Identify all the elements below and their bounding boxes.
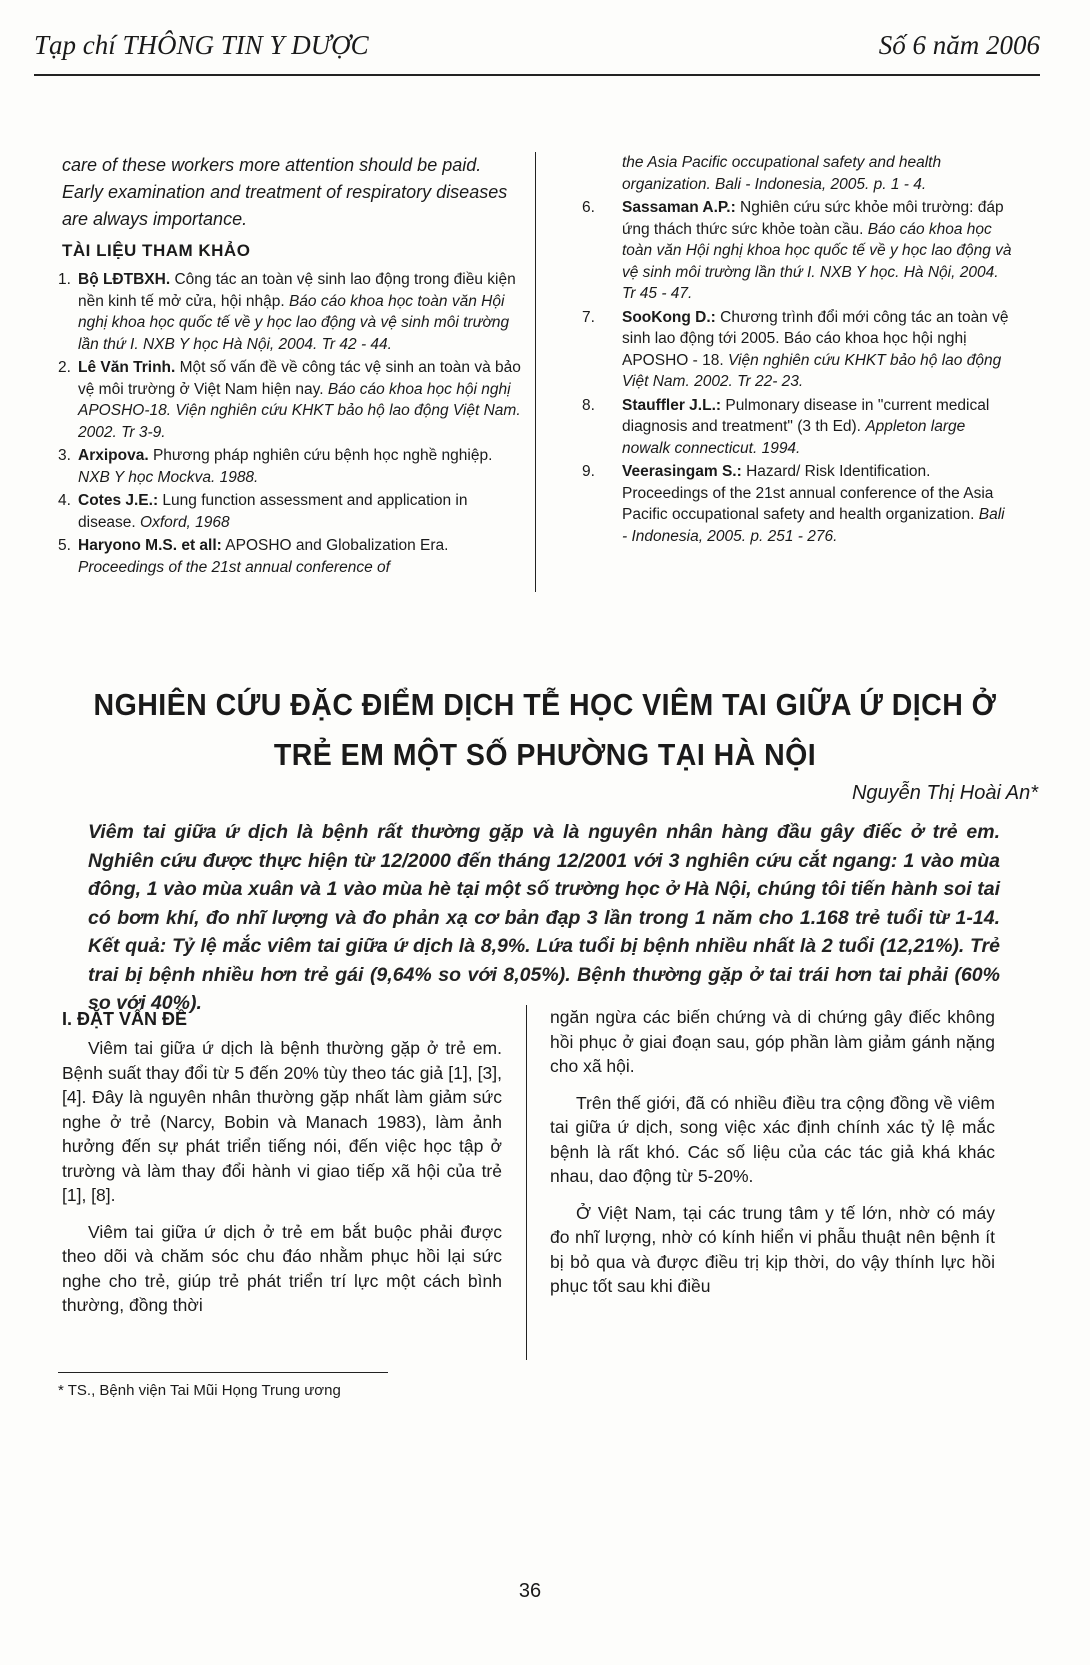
- reference-source: Báo cáo khoa học hội nghị APOSHO-18. Viện nghiên cứu KHKT bảo hộ lao động Việt Nam. 2002. Tr 3-9.: [78, 380, 521, 441]
- running-header: [34, 30, 1040, 80]
- journal-name: Tạp chí THÔNG TIN Y DƯỢC: [34, 30, 369, 60]
- reference-author: Cotes J.E.:: [78, 492, 159, 509]
- reference-text: Công tác an toàn vệ sinh lao động trong điều kiện nền kinh tế mở cửa, hội nhập.: [78, 271, 516, 310]
- column-divider-top: [535, 152, 536, 592]
- reference-number: 6.: [582, 199, 595, 216]
- reference-author: SooKong D.:: [622, 308, 716, 326]
- section-heading: I. ĐẶT VẤN ĐỀ: [62, 1009, 188, 1029]
- body-paragraph: Trên thế giới, đã có nhiều điều tra cộng đồng về viêm tai giữa ứ dịch, song việc xác định chính xác tỷ lệ mắc bệnh là rất khó. Các số liệu của các tác giả khá khác nhau, dao động từ 5-20%.: [550, 1092, 995, 1186]
- references-left-column: [58, 152, 522, 580]
- header-rule: [34, 74, 1040, 76]
- reference-author: Arxipova.: [78, 447, 149, 464]
- page-number: 36: [518, 1580, 542, 1602]
- body-paragraph: ngăn ngừa các biến chứng và di chứng gây điếc không hồi phục ở giai đoạn sau, góp phần làm giảm gánh nặng cho xã hội.: [550, 1007, 995, 1076]
- reference-text: Chương trình đổi mới công tác an toàn vệ sinh lao động tới 2005. Báo cáo khoa học hội nghị APOSHO - 18.: [622, 308, 1009, 369]
- reference-author: Haryono M.S. et all:: [78, 537, 222, 554]
- body-paragraph: Ở Việt Nam, tại các trung tâm y tế lớn, nhờ có máy đo nhĩ lượng, nhờ có kính hiển vi phẫu thuật nên bệnh ít bị bỏ qua và được điều trị kịp thời, do vậy thính lực hồi phục tốt sau khi điều: [550, 1202, 995, 1296]
- body-right-column: [550, 1005, 995, 1311]
- reference-text: APOSHO and Globalization Era.: [221, 537, 449, 554]
- reference-text: Phương pháp nghiên cứu bệnh học nghề nghiệp.: [148, 447, 493, 464]
- footnote: * TS., Bệnh viện Tai Mũi Họng Trung ương: [58, 1382, 341, 1399]
- article-author: Nguyễn Thị Hoài An*: [851, 782, 1038, 804]
- reference-item: [58, 269, 522, 355]
- previous-article-tail: care of these workers more attention should be paid. Early examination and treatment of respiratory diseases are always importance.: [62, 155, 508, 229]
- reference-item: [584, 152, 1014, 195]
- reference-text: Nghiên cứu sức khỏe môi trường: đáp ứng thách thức sức khỏe toàn cầu.: [622, 199, 1004, 238]
- reference-item: [584, 307, 1014, 393]
- reference-text: Pulmonary disease in "current medical diagnosis and treatment" (3 th Ed).: [622, 396, 990, 435]
- reference-source: Bali - Indonesia, 2005. p. 251 - 276.: [622, 506, 1005, 545]
- reference-number: 9.: [582, 463, 595, 480]
- reference-number: 5.: [58, 537, 71, 554]
- reference-item: [58, 535, 522, 578]
- reference-item: [58, 357, 522, 443]
- reference-source: Báo cáo khoa học toàn văn Hội nghị khoa học quốc tế về y học lao động và vệ sinh môi trường lần thứ I. NXB Y học Hà Nội, 2004. Tr 42 - 44.: [78, 292, 510, 353]
- references-list-right: [584, 152, 1014, 547]
- reference-item: [58, 490, 522, 533]
- reference-author: Lê Văn Trinh.: [78, 359, 176, 376]
- reference-number: 8.: [582, 396, 595, 414]
- reference-text: Một số vấn đề về công tác vệ sinh an toàn và bảo vệ môi trường ở Việt Nam hiện nay.: [78, 359, 521, 398]
- reference-author: Veerasingam S.:: [622, 463, 742, 480]
- references-right-column: [584, 152, 1014, 549]
- reference-source: Báo cáo khoa học toàn văn Hội nghị khoa học quốc tế về y học lao động và vệ sinh môi trường lần thứ I. NXB Y học. Hà Nội, 2004. Tr 45 - 47.: [622, 220, 1012, 302]
- reference-source: NXB Y học Mockva. 1988.: [78, 468, 259, 486]
- reference-number: 4.: [58, 492, 71, 509]
- reference-text: Lung function assessment and application in disease.: [78, 492, 468, 531]
- reference-number: 3.: [58, 447, 71, 464]
- reference-item: [584, 461, 1014, 547]
- body-left-column: [62, 1005, 502, 1330]
- reference-item: [58, 445, 522, 488]
- reference-item: [584, 197, 1014, 305]
- reference-source: the Asia Pacific occupational safety and health organization. Bali - Indonesia, 2005. p. 1 - 4.: [622, 154, 942, 193]
- issue-label: Số 6 năm 2006: [878, 30, 1040, 60]
- reference-source: Oxford, 1968: [140, 513, 230, 531]
- article-title: NGHIÊN CỨU ĐẶC ĐIỂM DỊCH TỄ HỌC VIÊM TAI GIỮA Ứ DỊCH Ở TRẺ EM MỘT SỐ PHƯỜNG TẠI HÀ NỘI: [93, 687, 997, 772]
- reference-item: [584, 395, 1014, 460]
- column-divider-bottom: [526, 1005, 527, 1360]
- reference-author: Sassaman A.P.:: [622, 199, 736, 216]
- reference-text: Hazard/ Risk Identification. Proceedings of the 21st annual conference of the Asia Pacific occupational safety and health organization.: [622, 463, 994, 523]
- references-list-left: [58, 269, 522, 578]
- reference-source: Viện nghiên cứu KHKT bảo hộ lao động Việt Nam. 2002. Tr 22- 23.: [622, 351, 1002, 390]
- reference-source: Proceedings of the 21st annual conference of: [78, 558, 390, 576]
- article-abstract: Viêm tai giữa ứ dịch là bệnh rất thường gặp và là nguyên nhân hàng đầu gây điếc ở trẻ em. Nghiên cứu được thực hiện từ 12/2000 đến tháng 12/2001 với 3 nghiên cứu cắt ngang: 1 vào mùa đông, 1 vào mùa xuân và 1 vào mùa hè tại một số trường học ở Hà Nội, chúng tôi tiến hành soi tai có bơm khí, đo nhĩ lượng và đo phản xạ cơ bản đạp 3 lần trong 1 năm cho 1.168 trẻ tuổi từ 1-14. Kết quả: Tỷ lệ mắc viêm tai giữa ứ dịch là 8,9%. Lứa tuổi bị bệnh nhiều nhất là 2 tuổi (12,21%). Trẻ trai bị bệnh nhiều hơn trẻ gái (9,64% so với 8,05%). Bệnh thường gặp ở tai trái hơn tai phải (60% so với 40%).: [88, 821, 1000, 1014]
- reference-author: Stauffler J.L.:: [622, 396, 722, 414]
- reference-number: 2.: [58, 359, 71, 376]
- body-paragraph: Viêm tai giữa ứ dịch ở trẻ em bắt buộc phải được theo dõi và chăm sóc chu đáo nhằm phục hồi lại sức nghe cho trẻ, giúp trẻ phát triển trí lực một cách bình thường, đồng thời: [62, 1221, 502, 1315]
- reference-source: Appleton large nowalk connecticut. 1994.: [622, 418, 966, 457]
- references-title: TÀI LIỆU THAM KHẢO: [62, 241, 251, 260]
- reference-author: Bộ LĐTBXH.: [78, 271, 171, 288]
- reference-number: 1.: [58, 271, 71, 288]
- body-paragraph: Viêm tai giữa ứ dịch là bệnh thường gặp ở trẻ em. Bệnh suất thay đổi từ 5 đến 20% tùy theo tác giả [1], [3], [4]. Đây là nguyên nhân thường gặp nhất làm giảm sức nghe ở trẻ (Narcy, Bobin và Manach 1983), làm ảnh hưởng đến sự phát triển tiếng nói, đến việc học tập ở trường và làm thay đổi hành vi giao tiếp xã hội của trẻ [1], [8].: [62, 1038, 502, 1205]
- footnote-rule: [58, 1372, 388, 1373]
- reference-number: 7.: [582, 308, 595, 326]
